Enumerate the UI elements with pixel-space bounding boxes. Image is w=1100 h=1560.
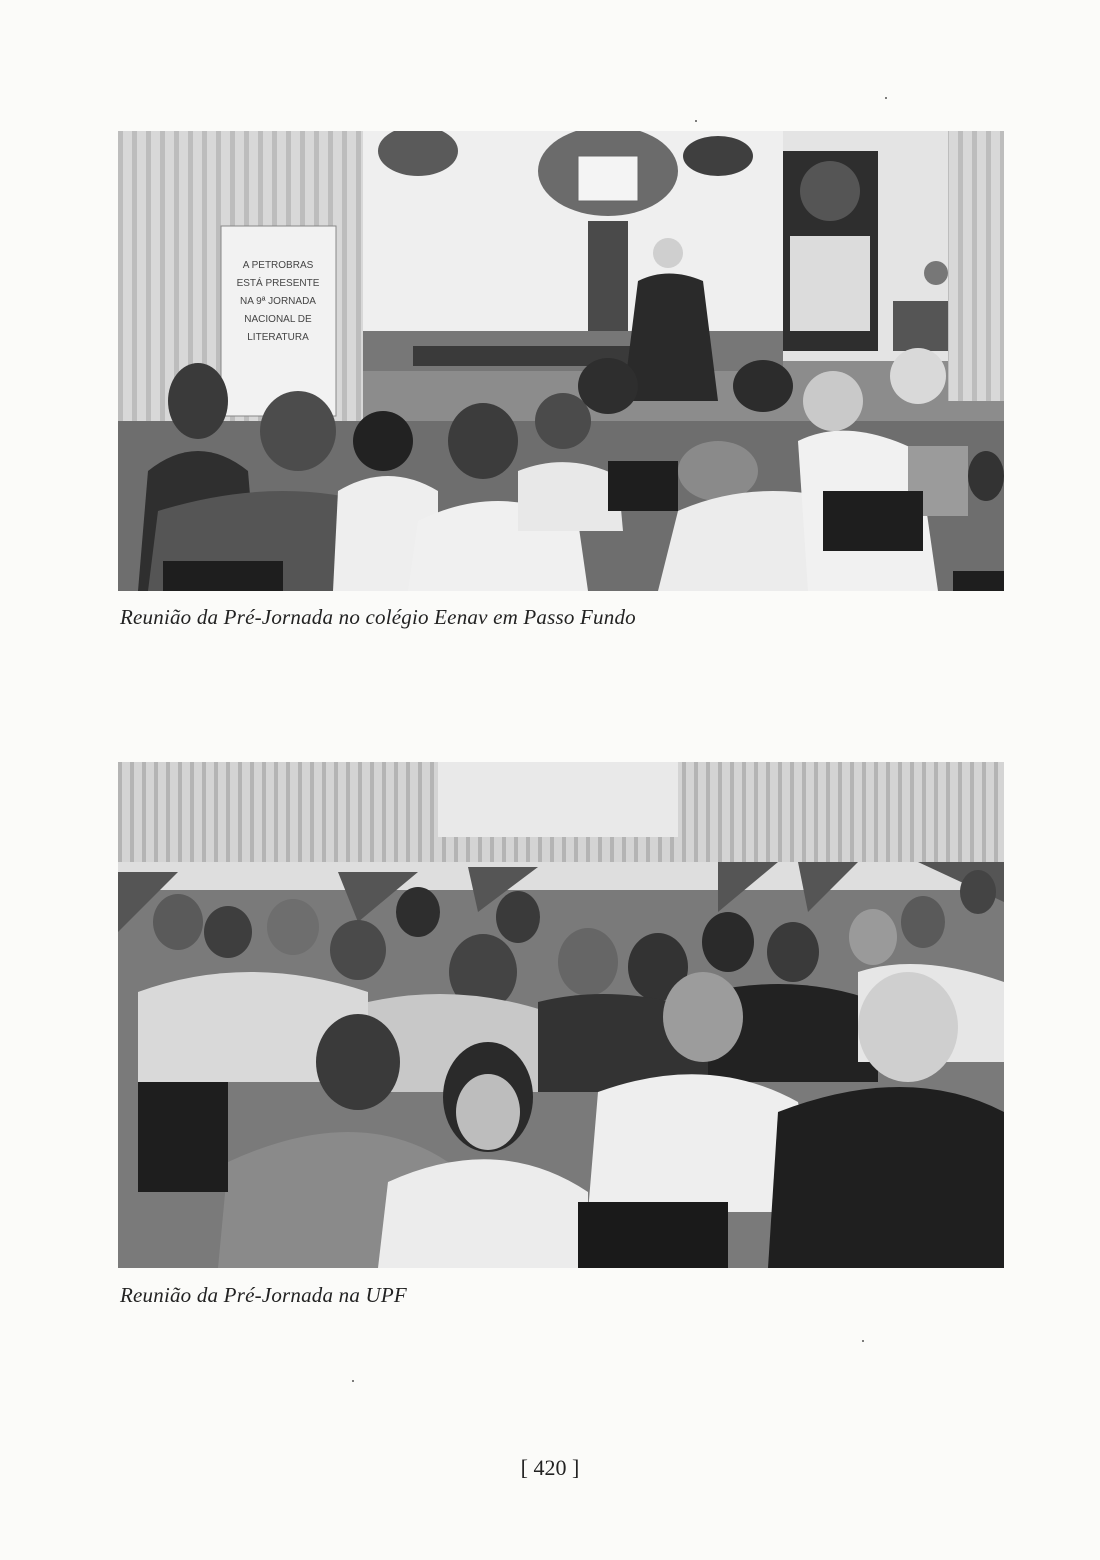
photo-eenav-meeting [118, 131, 1004, 591]
scan-speck [352, 1380, 354, 1382]
photo-upf-scene [118, 762, 1004, 1268]
banner-line: NACIONAL DE [244, 314, 312, 325]
banner-line: LITERATURA [247, 332, 309, 343]
figure-caption: Reunião da Pré-Jornada na UPF [120, 1283, 407, 1307]
scan-speck [885, 97, 887, 99]
banner-line: ESTÁ PRESENTE [236, 278, 320, 289]
scan-speck [695, 120, 697, 122]
banner-line: A PETROBRAS [242, 260, 314, 271]
figure-caption: Reunião da Pré-Jornada no colégio Eenav em Passo Fundo [120, 605, 636, 629]
banner-line: NA 9ª JORNADA [240, 296, 316, 307]
scan-speck [862, 1340, 864, 1342]
photo-eenav-scene [118, 131, 1004, 591]
photo-upf-meeting [118, 762, 1004, 1268]
right-curtain [948, 131, 1004, 401]
page-number: [ 420 ] [520, 1455, 580, 1480]
